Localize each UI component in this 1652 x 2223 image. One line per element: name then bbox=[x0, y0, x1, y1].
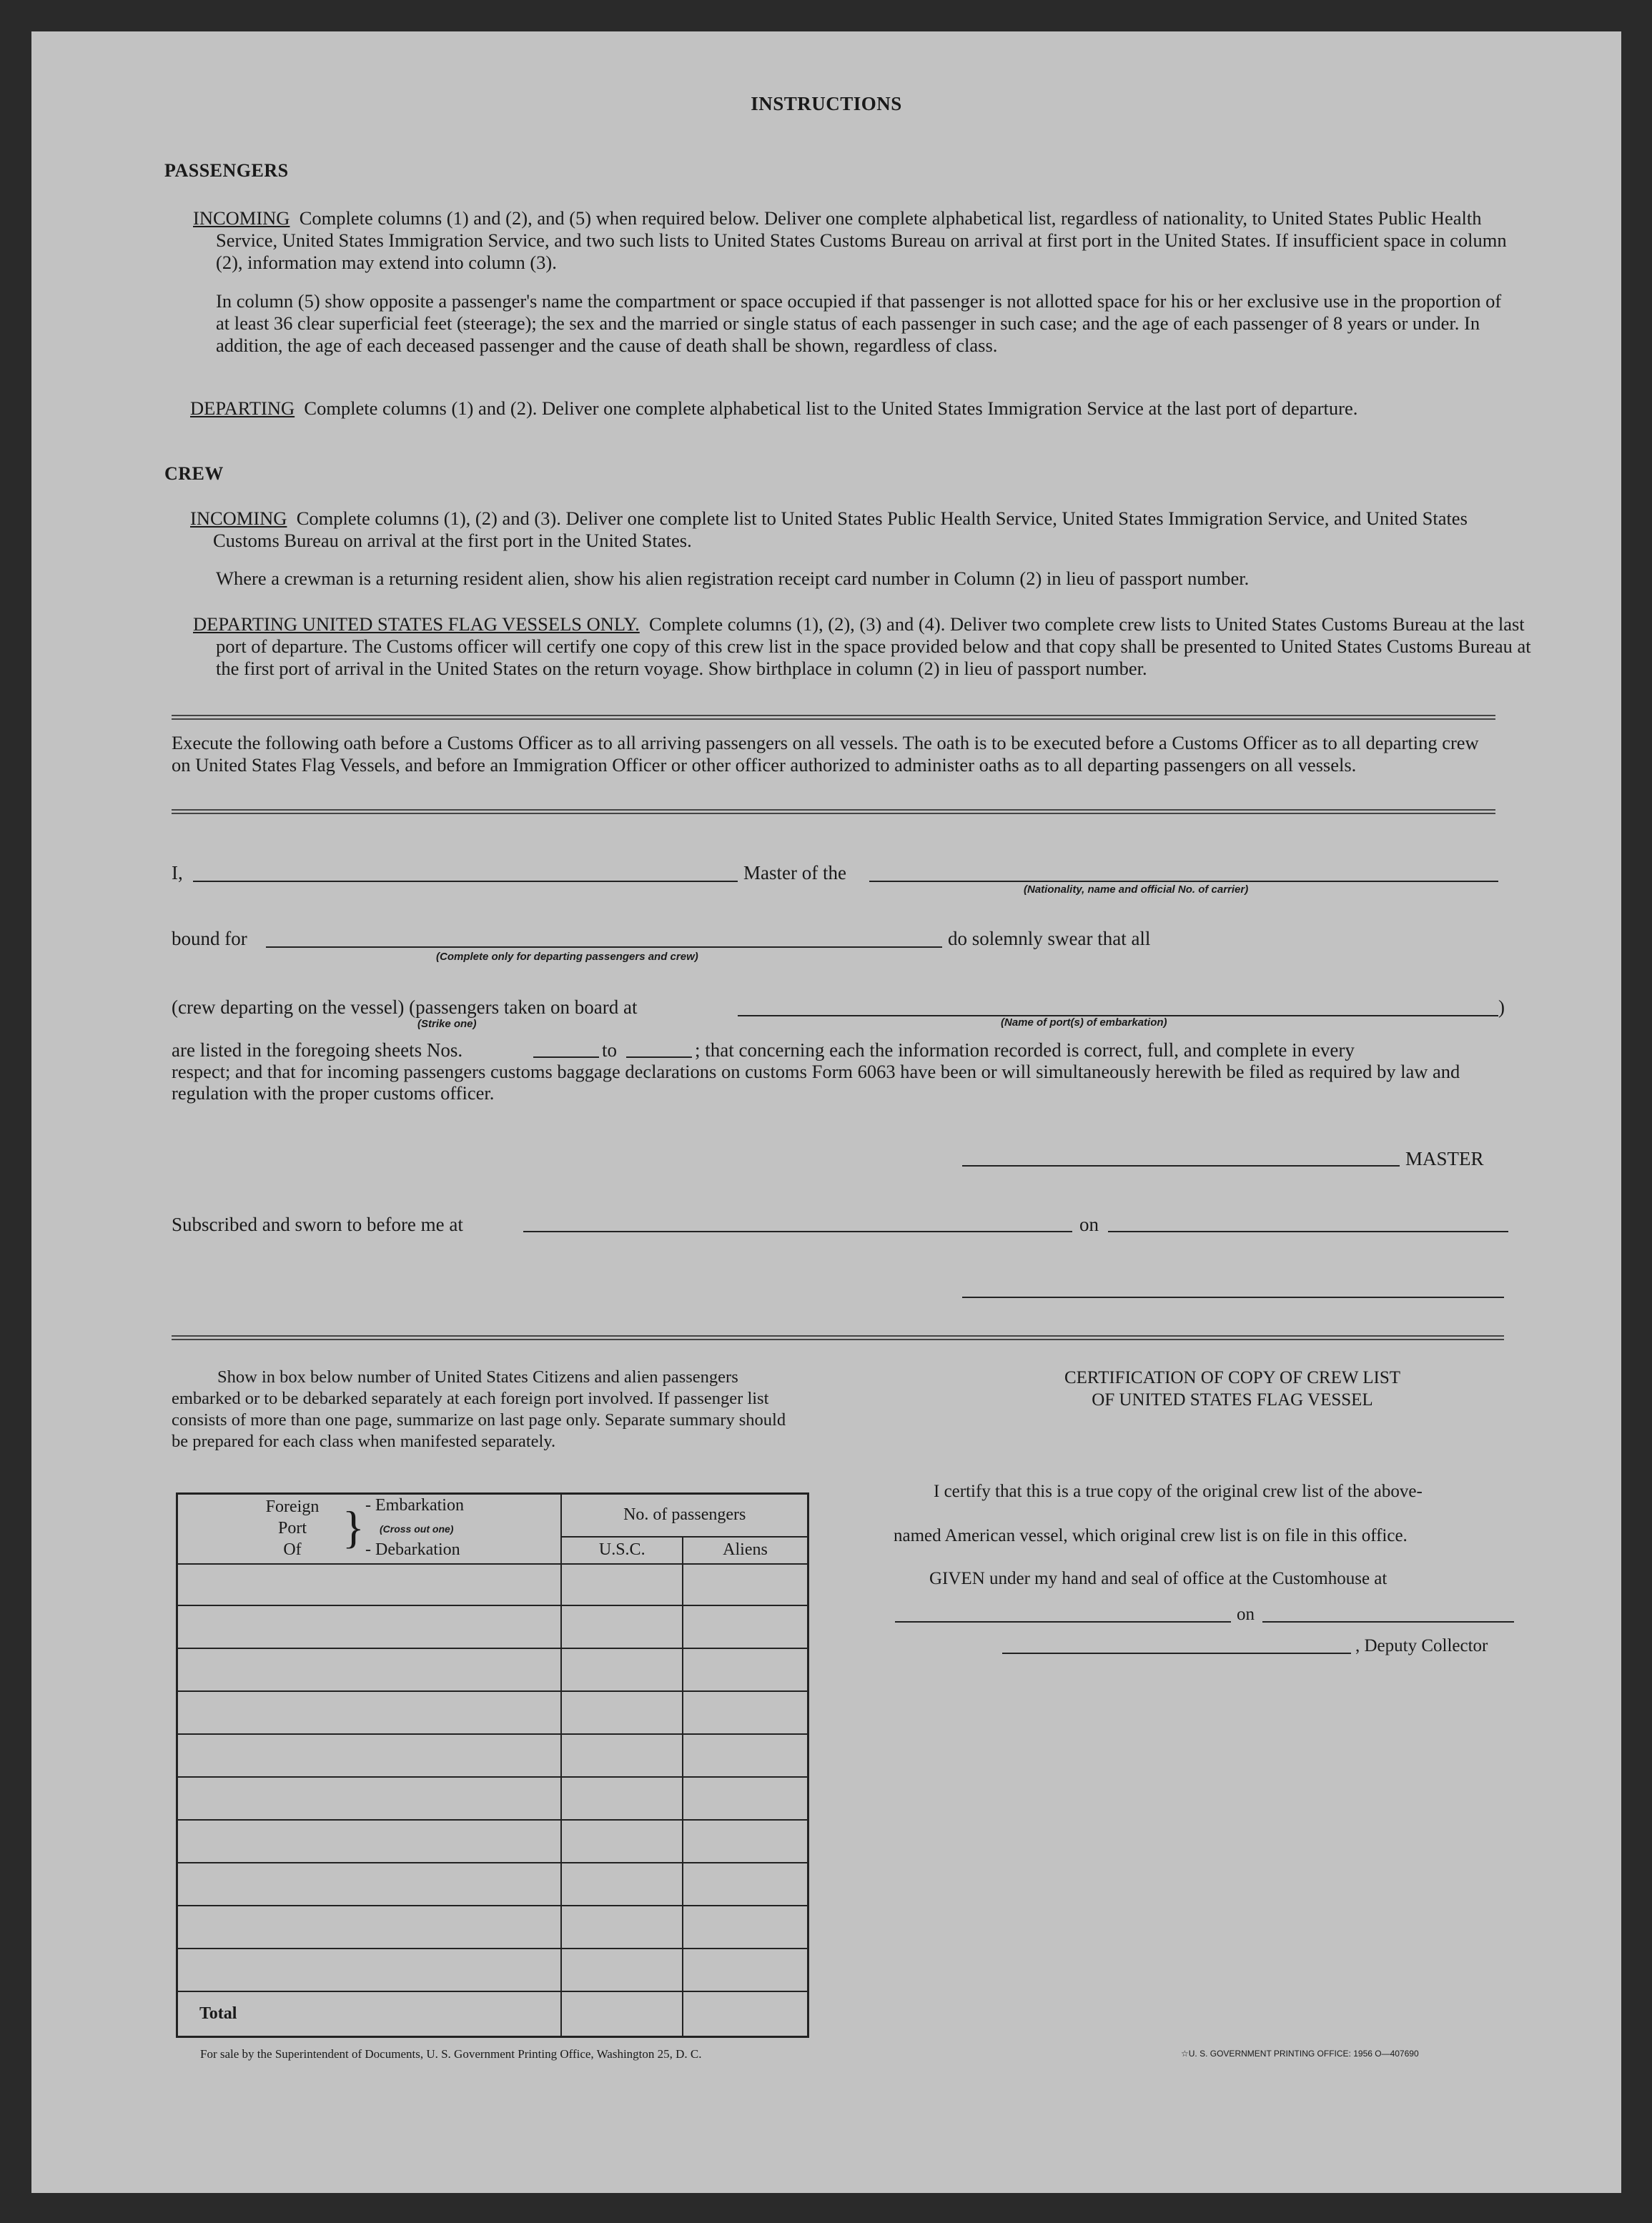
deputy-label: , Deputy Collector bbox=[1355, 1636, 1488, 1655]
certify-line2: named American vessel, which original crew list is on file in this office. bbox=[894, 1526, 1408, 1545]
oath-i-label: I, bbox=[172, 862, 183, 883]
aliens-cell[interactable] bbox=[683, 1734, 808, 1777]
page-title: INSTRUCTIONS bbox=[751, 93, 902, 114]
master-label: MASTER bbox=[1405, 1148, 1484, 1169]
certification-title-line2: OF UNITED STATES FLAG VESSEL bbox=[1092, 1390, 1373, 1410]
aliens-cell[interactable] bbox=[683, 1648, 808, 1691]
aliens-cell[interactable] bbox=[683, 1949, 808, 1991]
port-cell[interactable] bbox=[177, 1863, 562, 1906]
aliens-cell[interactable] bbox=[683, 1605, 808, 1648]
usc-total-cell[interactable] bbox=[561, 1991, 683, 2037]
usc-cell[interactable] bbox=[561, 1777, 683, 1820]
sheets-to-label: to bbox=[602, 1039, 618, 1061]
foreign-header: Foreign bbox=[265, 1497, 320, 1516]
aliens-cell[interactable] bbox=[683, 1691, 808, 1734]
sheet-from-field[interactable] bbox=[533, 1056, 599, 1058]
embarkation-header: - Embarkation bbox=[365, 1496, 464, 1515]
table-row bbox=[177, 1734, 808, 1777]
given-text: GIVEN under my hand and seal of office at the Customhouse at bbox=[929, 1569, 1388, 1588]
usc-cell[interactable] bbox=[561, 1949, 683, 1991]
master-signature-field[interactable] bbox=[962, 1165, 1400, 1167]
port-cell[interactable] bbox=[177, 1949, 562, 1991]
crew-heading: CREW bbox=[164, 463, 224, 484]
table-row bbox=[177, 1564, 808, 1605]
table-row bbox=[177, 1820, 808, 1863]
usc-header: U.S.C. bbox=[561, 1537, 683, 1564]
gpo-notice: ☆U. S. GOVERNMENT PRINTING OFFICE: 1956 O—407690 bbox=[1181, 2049, 1419, 2059]
bound-for-field[interactable] bbox=[266, 946, 942, 948]
port-cell[interactable] bbox=[177, 1691, 562, 1734]
deputy-signature-field[interactable] bbox=[1002, 1653, 1351, 1654]
usc-cell[interactable] bbox=[561, 1906, 683, 1949]
cross-out-hint: (Cross out one) bbox=[380, 1523, 454, 1535]
swear-label: do solemnly swear that all bbox=[948, 928, 1151, 949]
table-row bbox=[177, 1949, 808, 1991]
of-header: Of bbox=[283, 1540, 302, 1559]
crew-departing-text: Complete columns (1), (2), (3) and (4). Deliver two complete crew lists to United States Customs Bureau at the last port of departure. The Customs officer will certify one copy of this crew list in the space provided below and that copy shall be presented to United States Customs Bureau at the first port of arrival in the United States on the return voyage. Show birthplace in column (2) in lieu of passport number. bbox=[216, 613, 1531, 679]
debarkation-header: - Debarkation bbox=[365, 1540, 460, 1559]
crew-incoming-text: Complete columns (1), (2) and (3). Deliver one complete list to United States Public Health Service, United States Immigration Service, and United States Customs Bureau on arrival at the first port in the United States. bbox=[213, 508, 1468, 551]
passenger-summary-table bbox=[176, 1492, 809, 2038]
table-row bbox=[177, 1648, 808, 1691]
carrier-field[interactable] bbox=[869, 881, 1498, 882]
crew-departing-strike-label: (crew departing on the vessel) (passengers taken on board at bbox=[172, 996, 638, 1018]
customhouse-field[interactable] bbox=[895, 1621, 1231, 1623]
certification-title-line1: CERTIFICATION OF COPY OF CREW LIST bbox=[1064, 1368, 1401, 1387]
subscribed-label: Subscribed and sworn to before me at bbox=[172, 1214, 463, 1235]
port-cell[interactable] bbox=[177, 1820, 562, 1863]
sheet-to-field[interactable] bbox=[626, 1056, 692, 1058]
sworn-location-field[interactable] bbox=[523, 1231, 1072, 1232]
cert-date-field[interactable] bbox=[1262, 1621, 1514, 1623]
usc-cell[interactable] bbox=[561, 1605, 683, 1648]
sheets-suffix: ; that concerning each the information recorded is correct, full, and complete in every bbox=[695, 1039, 1355, 1061]
usc-cell[interactable] bbox=[561, 1691, 683, 1734]
usc-cell[interactable] bbox=[561, 1734, 683, 1777]
master-name-field[interactable] bbox=[193, 881, 738, 882]
aliens-cell[interactable] bbox=[683, 1564, 808, 1605]
crew-incoming-paragraph bbox=[190, 508, 1531, 552]
port-cell[interactable] bbox=[177, 1906, 562, 1949]
sheets-continuation: respect; and that for incoming passengers customs baggage declarations on customs Form 6063 have been or will simultaneously herewith be filed as required by law and regulation with the proper customs officer. bbox=[172, 1061, 1460, 1104]
aliens-header: Aliens bbox=[683, 1537, 808, 1564]
double-divider bbox=[172, 715, 1495, 720]
cert-on-label: on bbox=[1237, 1605, 1255, 1624]
officer-signature-field[interactable] bbox=[962, 1297, 1504, 1298]
master-of-label: Master of the bbox=[743, 862, 846, 883]
passengers-departing-paragraph bbox=[190, 397, 1531, 420]
passengers-departing-text: Complete columns (1) and (2). Deliver one complete alphabetical list to the United States Immigration Service at the last port of departure. bbox=[304, 397, 1358, 419]
passengers-count-header: No. of passengers bbox=[561, 1494, 808, 1537]
double-divider bbox=[172, 809, 1495, 814]
passengers-incoming-paragraph bbox=[193, 207, 1531, 274]
port-cell[interactable] bbox=[177, 1734, 562, 1777]
port-header-cell bbox=[177, 1494, 562, 1564]
sheets-prefix: are listed in the foregoing sheets Nos. bbox=[172, 1039, 463, 1061]
summary-instructions: Show in box below number of United States Citizens and alien passengers embarked or to be debarked separately at each foreign port involved. If passenger list consists of more than one page, summarize on last page only. Separate summary should be prepared for each class when manifested separately. bbox=[172, 1367, 786, 1451]
table-row bbox=[177, 1605, 808, 1648]
strike-hint: (Strike one) bbox=[417, 1018, 477, 1030]
port-header: Port bbox=[277, 1519, 307, 1538]
sworn-date-field[interactable] bbox=[1108, 1231, 1508, 1232]
crew-departing-paragraph bbox=[193, 613, 1531, 680]
usc-cell[interactable] bbox=[561, 1564, 683, 1605]
carrier-hint: (Nationality, name and official No. of carrier) bbox=[1024, 883, 1249, 896]
crew-incoming-label: INCOMING bbox=[190, 508, 287, 529]
sworn-on-label: on bbox=[1079, 1214, 1099, 1235]
port-cell[interactable] bbox=[177, 1605, 562, 1648]
table-row bbox=[177, 1906, 808, 1949]
total-row bbox=[177, 1991, 808, 2037]
crew-departing-label: DEPARTING UNITED STATES FLAG VESSELS ONLY. bbox=[193, 613, 640, 635]
close-paren: ) bbox=[1498, 996, 1505, 1018]
aliens-cell[interactable] bbox=[683, 1820, 808, 1863]
table-row bbox=[177, 1777, 808, 1820]
usc-cell[interactable] bbox=[561, 1863, 683, 1906]
aliens-cell[interactable] bbox=[683, 1777, 808, 1820]
port-cell[interactable] bbox=[177, 1777, 562, 1820]
brace-glyph: } bbox=[342, 1502, 365, 1553]
double-divider bbox=[172, 1335, 1504, 1340]
aliens-total-cell[interactable] bbox=[683, 1991, 808, 2037]
passengers-departing-label: DEPARTING bbox=[190, 397, 295, 419]
form-sheet bbox=[31, 31, 1621, 2193]
column5-paragraph: In column (5) show opposite a passenger's name the compartment or space occupied if that passenger is not allotted space for his or her exclusive use in the proportion of at least 36 clear superficial feet (steerage); the sex and the married or single status of each passenger in such case; and the age of each passenger of 8 years or under. In addition, the age of each deceased passenger and the cause of death shall be shown, regardless of class. bbox=[216, 290, 1502, 356]
aliens-cell[interactable] bbox=[683, 1906, 808, 1949]
passengers-incoming-label: INCOMING bbox=[193, 207, 290, 229]
ports-hint: (Name of port(s) of embarkation) bbox=[1001, 1016, 1167, 1029]
usc-cell[interactable] bbox=[561, 1648, 683, 1691]
usc-cell[interactable] bbox=[561, 1820, 683, 1863]
aliens-cell[interactable] bbox=[683, 1863, 808, 1906]
crew-resident-paragraph: Where a crewman is a returning resident alien, show his alien registration receipt card number in Column (2) in lieu of passport number. bbox=[216, 568, 1250, 589]
sale-notice: For sale by the Superintendent of Documents, U. S. Government Printing Office, Washington 25, D. C. bbox=[200, 2047, 702, 2061]
total-label: Total bbox=[177, 1991, 562, 2037]
passengers-heading: PASSENGERS bbox=[164, 160, 289, 181]
bound-for-hint: (Complete only for departing passengers and crew) bbox=[436, 951, 698, 963]
table-row bbox=[177, 1691, 808, 1734]
oath-instructions: Execute the following oath before a Customs Officer as to all arriving passengers on all vessels. The oath is to be executed before a Customs Officer as to all departing crew on United States Flag Vessels, and before an Immigration Officer or other officer authorized to administer oaths as to all departing passengers on all vessels. bbox=[172, 732, 1479, 776]
certification-title bbox=[875, 1367, 1590, 1411]
port-cell[interactable] bbox=[177, 1648, 562, 1691]
port-cell[interactable] bbox=[177, 1564, 562, 1605]
bound-for-label: bound for bbox=[172, 928, 247, 949]
table-row bbox=[177, 1863, 808, 1906]
certify-line1: I certify that this is a true copy of the original crew list of the above- bbox=[934, 1482, 1423, 1501]
passengers-incoming-text: Complete columns (1) and (2), and (5) when required below. Deliver one complete alphabetical list, regardless of nationality, to United States Public Health Service, United States Immigration Service, and two such lists to United States Customs Bureau on arrival at first port in the United States. If insufficient space in column (2), information may extend into column (3). bbox=[216, 207, 1507, 273]
